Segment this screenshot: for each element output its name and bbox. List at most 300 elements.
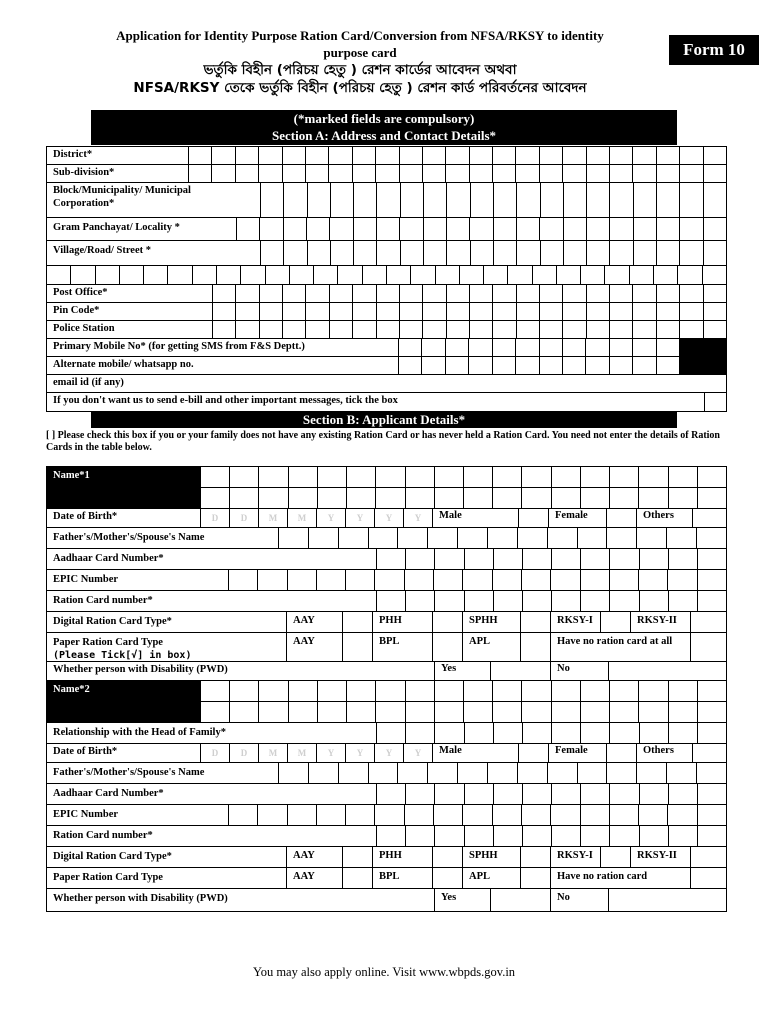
input-cell[interactable]	[610, 805, 639, 825]
p2-father-cells[interactable]	[279, 763, 727, 783]
input-cell[interactable]	[551, 570, 580, 590]
input-cell[interactable]	[237, 218, 260, 240]
input-cell[interactable]	[446, 165, 469, 182]
input-cell[interactable]	[581, 488, 610, 508]
input-cell[interactable]	[470, 285, 493, 302]
p2-apl-box[interactable]	[521, 868, 551, 888]
input-cell[interactable]	[640, 826, 669, 846]
input-cell[interactable]	[633, 165, 656, 182]
input-cell[interactable]	[465, 549, 494, 569]
input-cell[interactable]	[493, 467, 522, 487]
input-cell[interactable]	[657, 303, 680, 320]
input-cell[interactable]	[587, 321, 610, 338]
alt-mobile-cells[interactable]	[399, 357, 727, 374]
input-cell[interactable]	[640, 591, 669, 611]
input-cell[interactable]	[369, 763, 399, 783]
input-cell[interactable]	[493, 147, 516, 164]
p1-no-card-box[interactable]	[691, 633, 727, 661]
input-cell[interactable]	[522, 702, 551, 722]
input-cell[interactable]	[406, 784, 435, 804]
input-cell[interactable]	[353, 303, 376, 320]
p1-female-box[interactable]	[607, 509, 637, 527]
input-cell[interactable]	[435, 549, 464, 569]
input-cell[interactable]	[610, 549, 639, 569]
input-cell[interactable]	[447, 218, 470, 240]
input-cell[interactable]	[581, 266, 605, 284]
input-cell[interactable]	[353, 147, 376, 164]
input-cell[interactable]	[697, 763, 727, 783]
ebill-checkbox[interactable]	[705, 393, 727, 411]
input-cell[interactable]	[405, 570, 434, 590]
input-cell[interactable]	[678, 266, 702, 284]
input-cell[interactable]	[522, 570, 551, 590]
input-cell[interactable]	[522, 467, 551, 487]
input-cell[interactable]	[587, 165, 610, 182]
input-cell[interactable]	[447, 241, 470, 265]
input-cell[interactable]	[637, 528, 667, 548]
input-cell[interactable]	[581, 549, 610, 569]
input-cell[interactable]	[680, 183, 703, 217]
input-cell[interactable]	[339, 763, 369, 783]
p2-female-box[interactable]	[607, 744, 637, 762]
input-cell[interactable]	[493, 702, 522, 722]
input-cell[interactable]	[680, 218, 703, 240]
input-cell[interactable]	[698, 570, 727, 590]
input-cell[interactable]	[230, 681, 259, 701]
p1-rc-number-cells[interactable]	[377, 591, 727, 611]
input-cell[interactable]	[398, 763, 428, 783]
input-cell[interactable]	[610, 321, 633, 338]
input-cell[interactable]	[563, 303, 586, 320]
input-cell[interactable]	[346, 570, 375, 590]
input-cell[interactable]	[229, 570, 258, 590]
dob-cell[interactable]: M	[259, 509, 288, 527]
input-cell[interactable]	[213, 303, 236, 320]
input-cell[interactable]	[447, 285, 470, 302]
input-cell[interactable]	[587, 218, 610, 240]
input-cell[interactable]	[704, 321, 727, 338]
input-cell[interactable]	[540, 285, 563, 302]
p1-aadhaar-cells[interactable]	[377, 549, 727, 569]
input-cell[interactable]	[581, 826, 610, 846]
p1-others-box[interactable]	[693, 509, 727, 527]
input-cell[interactable]	[522, 681, 551, 701]
input-cell[interactable]	[347, 702, 376, 722]
input-cell[interactable]	[376, 681, 405, 701]
input-cell[interactable]	[633, 303, 656, 320]
p1-no-box[interactable]	[609, 662, 727, 680]
input-cell[interactable]	[640, 784, 669, 804]
input-cell[interactable]	[680, 303, 703, 320]
input-cell[interactable]	[318, 702, 347, 722]
input-cell[interactable]	[610, 147, 633, 164]
input-cell[interactable]	[704, 165, 727, 182]
input-cell[interactable]	[639, 570, 668, 590]
p2-aadhaar-cells[interactable]	[377, 784, 727, 804]
input-cell[interactable]	[552, 702, 581, 722]
input-cell[interactable]	[703, 266, 727, 284]
input-cell[interactable]	[314, 266, 338, 284]
p1-rksy1-box[interactable]	[601, 612, 631, 632]
input-cell[interactable]	[96, 266, 120, 284]
input-cell[interactable]	[266, 266, 290, 284]
input-cell[interactable]	[470, 165, 493, 182]
input-cell[interactable]	[493, 570, 522, 590]
input-cell[interactable]	[283, 147, 306, 164]
input-cell[interactable]	[494, 784, 523, 804]
input-cell[interactable]	[260, 321, 283, 338]
p2-yes-box[interactable]	[491, 889, 551, 911]
input-cell[interactable]	[230, 467, 259, 487]
input-cell[interactable]	[564, 218, 587, 240]
input-cell[interactable]	[581, 805, 610, 825]
input-cell[interactable]	[698, 681, 727, 701]
input-cell[interactable]	[634, 218, 657, 240]
input-cell[interactable]	[669, 488, 698, 508]
input-cell[interactable]	[428, 528, 458, 548]
input-cell[interactable]	[540, 303, 563, 320]
input-cell[interactable]	[330, 303, 353, 320]
p2-phh-box[interactable]	[433, 847, 463, 867]
input-cell[interactable]	[318, 681, 347, 701]
input-cell[interactable]	[517, 218, 540, 240]
input-cell[interactable]	[423, 285, 446, 302]
input-cell[interactable]	[260, 218, 283, 240]
input-cell[interactable]	[377, 826, 406, 846]
input-cell[interactable]	[587, 147, 610, 164]
input-cell[interactable]	[668, 805, 697, 825]
input-cell[interactable]	[484, 266, 508, 284]
input-cell[interactable]	[563, 339, 586, 356]
input-cell[interactable]	[398, 528, 428, 548]
input-cell[interactable]	[517, 285, 540, 302]
input-cell[interactable]	[493, 339, 516, 356]
input-cell[interactable]	[493, 285, 516, 302]
input-cell[interactable]	[406, 723, 435, 743]
input-cell[interactable]	[698, 826, 727, 846]
input-cell[interactable]	[189, 165, 212, 182]
dob-cell[interactable]: Y	[346, 744, 375, 762]
input-cell[interactable]	[217, 266, 241, 284]
input-cell[interactable]	[587, 241, 610, 265]
input-cell[interactable]	[488, 763, 518, 783]
input-cell[interactable]	[470, 321, 493, 338]
dob-cell[interactable]: Y	[317, 744, 346, 762]
p1-rksy2-box[interactable]	[691, 612, 727, 632]
input-cell[interactable]	[465, 723, 494, 743]
input-cell[interactable]	[669, 591, 698, 611]
input-cell[interactable]	[405, 805, 434, 825]
input-cell[interactable]	[339, 528, 369, 548]
input-cell[interactable]	[517, 183, 540, 217]
input-cell[interactable]	[308, 183, 331, 217]
input-cell[interactable]	[406, 591, 435, 611]
input-cell[interactable]	[516, 165, 539, 182]
input-cell[interactable]	[464, 467, 493, 487]
input-cell[interactable]	[201, 702, 230, 722]
input-cell[interactable]	[494, 183, 517, 217]
dob-cell[interactable]: M	[259, 744, 288, 762]
p1-epic-cells[interactable]	[229, 570, 727, 590]
input-cell[interactable]	[400, 218, 423, 240]
input-cell[interactable]	[458, 528, 488, 548]
p1-father-cells[interactable]	[279, 528, 727, 548]
input-cell[interactable]	[436, 266, 460, 284]
input-cell[interactable]	[213, 321, 236, 338]
input-cell[interactable]	[376, 147, 399, 164]
input-cell[interactable]	[236, 285, 259, 302]
district-cells[interactable]	[189, 147, 727, 164]
input-cell[interactable]	[229, 805, 258, 825]
input-cell[interactable]	[284, 218, 307, 240]
p1-paper-aay-box[interactable]	[343, 633, 373, 661]
input-cell[interactable]	[47, 266, 71, 284]
input-cell[interactable]	[376, 165, 399, 182]
input-cell[interactable]	[353, 165, 376, 182]
input-cell[interactable]	[447, 321, 470, 338]
input-cell[interactable]	[435, 488, 464, 508]
input-cell[interactable]	[680, 241, 703, 265]
input-cell[interactable]	[279, 528, 309, 548]
p2-rksy1-box[interactable]	[601, 847, 631, 867]
input-cell[interactable]	[669, 826, 698, 846]
input-cell[interactable]	[698, 549, 727, 569]
input-cell[interactable]	[259, 702, 288, 722]
input-cell[interactable]	[657, 183, 680, 217]
input-cell[interactable]	[493, 357, 516, 374]
input-cell[interactable]	[422, 339, 445, 356]
input-cell[interactable]	[508, 266, 532, 284]
input-cell[interactable]	[460, 266, 484, 284]
input-cell[interactable]	[610, 681, 639, 701]
dob-cell[interactable]: Y	[404, 509, 433, 527]
input-cell[interactable]	[488, 528, 518, 548]
input-cell[interactable]	[387, 266, 411, 284]
input-cell[interactable]	[434, 805, 463, 825]
input-cell[interactable]	[516, 339, 539, 356]
input-cell[interactable]	[435, 702, 464, 722]
input-cell[interactable]	[607, 763, 637, 783]
input-cell[interactable]	[633, 147, 656, 164]
input-cell[interactable]	[189, 147, 212, 164]
input-cell[interactable]	[657, 285, 680, 302]
p2-dob-cells[interactable]	[201, 744, 433, 762]
p1-dob-cells[interactable]	[201, 509, 433, 527]
input-cell[interactable]	[423, 147, 446, 164]
input-cell[interactable]	[306, 321, 329, 338]
input-cell[interactable]	[428, 763, 458, 783]
input-cell[interactable]	[522, 488, 551, 508]
input-cell[interactable]	[201, 467, 230, 487]
input-cell[interactable]	[406, 549, 435, 569]
input-cell[interactable]	[464, 488, 493, 508]
p1-phh-box[interactable]	[433, 612, 463, 632]
input-cell[interactable]	[523, 784, 552, 804]
input-cell[interactable]	[563, 165, 586, 182]
input-cell[interactable]	[435, 591, 464, 611]
input-cell[interactable]	[610, 570, 639, 590]
dob-cell[interactable]: D	[201, 744, 230, 762]
input-cell[interactable]	[329, 165, 352, 182]
input-cell[interactable]	[446, 339, 469, 356]
input-cell[interactable]	[236, 165, 259, 182]
input-cell[interactable]	[657, 165, 680, 182]
input-cell[interactable]	[657, 241, 680, 265]
input-cell[interactable]	[552, 488, 581, 508]
input-cell[interactable]	[423, 303, 446, 320]
input-cell[interactable]	[435, 826, 464, 846]
p2-no-box[interactable]	[609, 889, 727, 911]
input-cell[interactable]	[680, 165, 703, 182]
input-cell[interactable]	[399, 339, 422, 356]
input-cell[interactable]	[377, 183, 400, 217]
input-cell[interactable]	[523, 826, 552, 846]
input-cell[interactable]	[518, 763, 548, 783]
input-cell[interactable]	[607, 528, 637, 548]
input-cell[interactable]	[657, 339, 680, 356]
input-cell[interactable]	[680, 147, 703, 164]
input-cell[interactable]	[581, 702, 610, 722]
police-cells[interactable]	[213, 321, 727, 338]
input-cell[interactable]	[633, 285, 656, 302]
input-cell[interactable]	[669, 549, 698, 569]
input-cell[interactable]	[236, 147, 259, 164]
input-cell[interactable]	[289, 681, 318, 701]
input-cell[interactable]	[669, 784, 698, 804]
input-cell[interactable]	[424, 241, 447, 265]
input-cell[interactable]	[605, 266, 629, 284]
input-cell[interactable]	[261, 241, 284, 265]
input-cell[interactable]	[516, 147, 539, 164]
input-cell[interactable]	[212, 165, 235, 182]
input-cell[interactable]	[446, 357, 469, 374]
input-cell[interactable]	[230, 702, 259, 722]
input-cell[interactable]	[633, 339, 656, 356]
input-cell[interactable]	[353, 321, 376, 338]
input-cell[interactable]	[471, 183, 494, 217]
input-cell[interactable]	[587, 285, 610, 302]
input-cell[interactable]	[667, 763, 697, 783]
primary-mobile-cells[interactable]	[399, 339, 727, 356]
input-cell[interactable]	[533, 266, 557, 284]
dob-cell[interactable]: M	[288, 744, 317, 762]
input-cell[interactable]	[375, 805, 404, 825]
p1-name-cells[interactable]	[201, 467, 727, 508]
block-cells[interactable]	[261, 183, 727, 217]
input-cell[interactable]	[610, 826, 639, 846]
dob-cell[interactable]: Y	[317, 509, 346, 527]
input-cell[interactable]	[236, 321, 259, 338]
input-cell[interactable]	[493, 488, 522, 508]
p2-rc-number-cells[interactable]	[377, 826, 727, 846]
input-cell[interactable]	[698, 784, 727, 804]
gp-cells[interactable]	[237, 218, 727, 240]
input-cell[interactable]	[640, 549, 669, 569]
input-cell[interactable]	[654, 266, 678, 284]
input-cell[interactable]	[557, 266, 581, 284]
input-cell[interactable]	[639, 467, 668, 487]
input-cell[interactable]	[353, 285, 376, 302]
input-cell[interactable]	[704, 303, 727, 320]
input-cell[interactable]	[306, 165, 329, 182]
input-cell[interactable]	[317, 570, 346, 590]
input-cell[interactable]	[541, 183, 564, 217]
input-cell[interactable]	[637, 763, 667, 783]
input-cell[interactable]	[470, 303, 493, 320]
input-cell[interactable]	[563, 357, 586, 374]
dob-cell[interactable]: Y	[404, 744, 433, 762]
input-cell[interactable]	[377, 285, 400, 302]
input-cell[interactable]	[422, 357, 445, 374]
input-cell[interactable]	[494, 826, 523, 846]
input-cell[interactable]	[610, 784, 639, 804]
p1-sphh-box[interactable]	[521, 612, 551, 632]
input-cell[interactable]	[469, 357, 492, 374]
input-cell[interactable]	[330, 285, 353, 302]
input-cell[interactable]	[400, 285, 423, 302]
input-cell[interactable]	[423, 165, 446, 182]
input-cell[interactable]	[338, 266, 362, 284]
input-cell[interactable]	[657, 357, 680, 374]
input-cell[interactable]	[540, 357, 563, 374]
input-cell[interactable]	[587, 303, 610, 320]
input-cell[interactable]	[552, 784, 581, 804]
input-cell[interactable]	[435, 784, 464, 804]
input-cell[interactable]	[639, 805, 668, 825]
input-cell[interactable]	[634, 183, 657, 217]
p2-sphh-box[interactable]	[521, 847, 551, 867]
input-cell[interactable]	[698, 805, 727, 825]
input-cell[interactable]	[423, 321, 446, 338]
input-cell[interactable]	[347, 467, 376, 487]
input-cell[interactable]	[376, 702, 405, 722]
input-cell[interactable]	[639, 681, 668, 701]
input-cell[interactable]	[704, 241, 727, 265]
input-cell[interactable]	[669, 723, 698, 743]
input-cell[interactable]	[668, 570, 697, 590]
input-cell[interactable]	[306, 303, 329, 320]
input-cell[interactable]	[610, 218, 633, 240]
input-cell[interactable]	[447, 183, 470, 217]
dob-cell[interactable]: M	[288, 509, 317, 527]
input-cell[interactable]	[399, 357, 422, 374]
input-cell[interactable]	[633, 357, 656, 374]
input-cell[interactable]	[330, 321, 353, 338]
input-cell[interactable]	[260, 303, 283, 320]
input-cell[interactable]	[494, 241, 517, 265]
input-cell[interactable]	[259, 681, 288, 701]
input-cell[interactable]	[306, 147, 329, 164]
input-cell[interactable]	[552, 591, 581, 611]
input-cell[interactable]	[308, 241, 331, 265]
input-cell[interactable]	[406, 826, 435, 846]
input-cell[interactable]	[144, 266, 168, 284]
input-cell[interactable]	[581, 681, 610, 701]
input-cell[interactable]	[260, 285, 283, 302]
input-cell[interactable]	[586, 357, 609, 374]
input-cell[interactable]	[376, 467, 405, 487]
input-cell[interactable]	[258, 570, 287, 590]
input-cell[interactable]	[705, 393, 727, 411]
input-cell[interactable]	[377, 321, 400, 338]
input-cell[interactable]	[289, 702, 318, 722]
input-cell[interactable]	[548, 763, 578, 783]
input-cell[interactable]	[471, 241, 494, 265]
p1-bpl-box[interactable]	[433, 633, 463, 661]
input-cell[interactable]	[564, 241, 587, 265]
input-cell[interactable]	[236, 303, 259, 320]
p2-bpl-box[interactable]	[433, 868, 463, 888]
